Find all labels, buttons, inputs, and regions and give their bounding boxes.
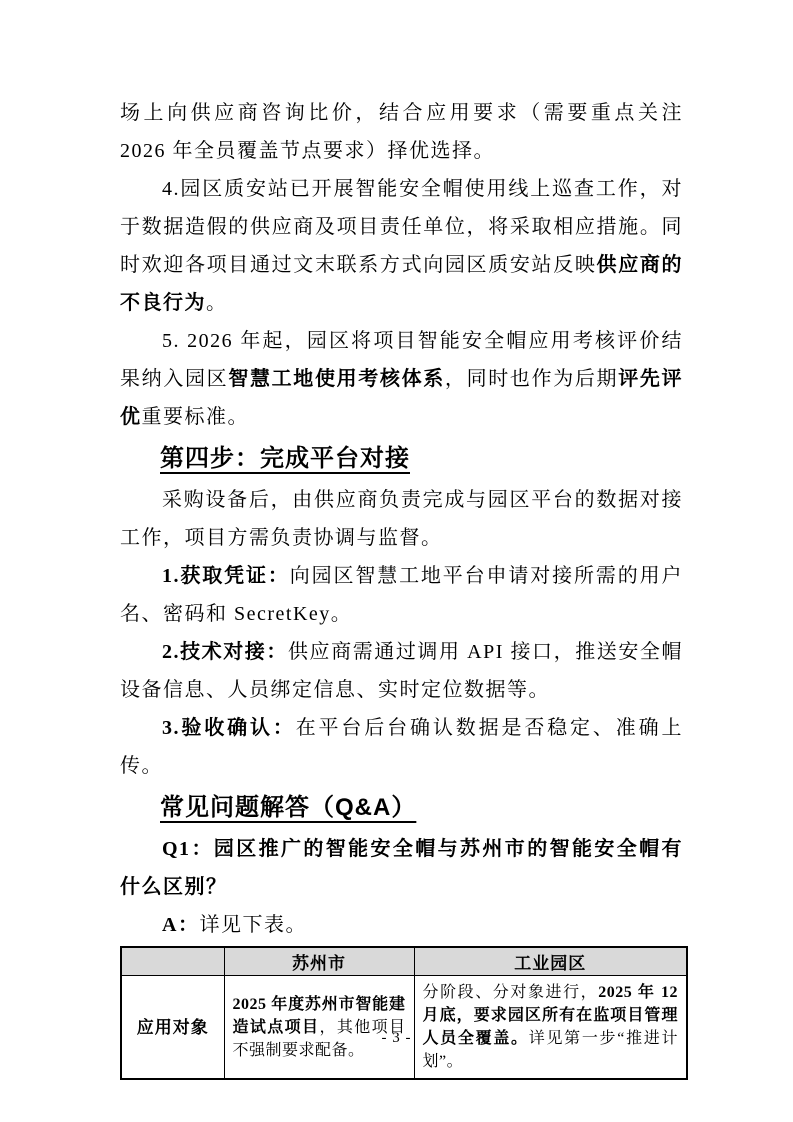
bold-run: 供应商的不良行为: [120, 254, 684, 314]
paragraph-text: 在平台后台确认数据是否稳定、准确上传。: [120, 717, 684, 777]
bold-run: 3.验收确认：: [162, 717, 296, 739]
table-header-row: [121, 947, 687, 976]
paragraph-step4-item-2: [120, 633, 683, 709]
paragraph-intro-step4: [120, 481, 683, 557]
table-cell-row-label: 应用对象: [121, 976, 224, 1080]
table-cell-sip: [414, 976, 687, 1080]
paragraph-step4-item-1: [120, 557, 683, 633]
paragraph-continued: [120, 94, 683, 170]
bold-run: 2025 年度苏州市智能建造试点项目: [232, 995, 406, 1036]
section-heading-step4: [120, 438, 683, 479]
paragraph-text: 。: [206, 292, 228, 314]
answer-1: [120, 906, 683, 944]
comparison-table: [120, 946, 688, 1080]
paragraph-text: 重要标准。: [141, 406, 249, 428]
table-header-suzhou: 苏州市: [224, 947, 414, 976]
table-cell-suzhou: [224, 976, 414, 1080]
section-heading-text: 第四步：完成平台对接: [160, 445, 410, 472]
paragraph-text: 4.园区质安站已开展智能安全帽使用线上巡查工作，对于数据造假的供应商及项目责任单位，将采取相应措施。同时欢迎各项目通过文末联系方式向园区质安站反映: [120, 178, 683, 276]
paragraph-text: ，同时也作为后期: [444, 368, 619, 390]
paragraph-text: 供应商需通过调用 API 接口，推送安全帽设备信息、人员绑定信息、实时定位数据等。: [120, 641, 684, 701]
cell-text: 详见第一步“推进计划”。: [422, 1030, 678, 1070]
cell-text: ，其他项目不强制要求配备。: [232, 1018, 406, 1059]
table-row-application-target: [121, 976, 687, 1080]
answer-text: 详见下表。: [199, 914, 307, 936]
bold-run: 2025 年 12 月底，要求园区所有在监项目管理人员全覆盖。: [422, 984, 678, 1047]
paragraph-item-4: [120, 170, 683, 322]
paragraph-step4-item-3: [120, 709, 683, 785]
cell-text: 分阶段、分对象进行，: [422, 984, 599, 1001]
bold-run: 1.获取凭证：: [162, 565, 290, 587]
question-1: [120, 830, 683, 906]
paragraph-text: 采购设备后，由供应商负责完成与园区平台的数据对接工作，项目方需负责协调与监督。: [120, 489, 683, 549]
paragraph-text: 向园区智慧工地平台申请对接所需的用户名、密码和 SecretKey。: [120, 565, 684, 625]
table-header-empty: [121, 947, 224, 976]
page-number: - 3 -: [381, 1030, 412, 1046]
bold-run: 评先评优: [120, 368, 684, 428]
table-header-sip: 工业园区: [414, 947, 687, 976]
paragraph-text: 场上向供应商咨询比价，结合应用要求（需要重点关注 2026 年全员覆盖节点要求）择优选择。: [120, 102, 683, 162]
bold-run: 2.技术对接：: [162, 641, 288, 663]
paragraph-item-5: [120, 322, 683, 436]
section-heading-qa: [120, 787, 683, 828]
section-heading-text: 常见问题解答（Q&A）: [160, 794, 417, 821]
bold-run: 智慧工地使用考核体系: [228, 368, 445, 390]
question-text: Q1：园区推广的智能安全帽与苏州市的智能安全帽有什么区别？: [120, 838, 683, 898]
paragraph-text: 5. 2026 年起，园区将项目智能安全帽应用考核评价结果纳入园区: [120, 330, 683, 390]
bold-run: A：: [162, 914, 200, 936]
